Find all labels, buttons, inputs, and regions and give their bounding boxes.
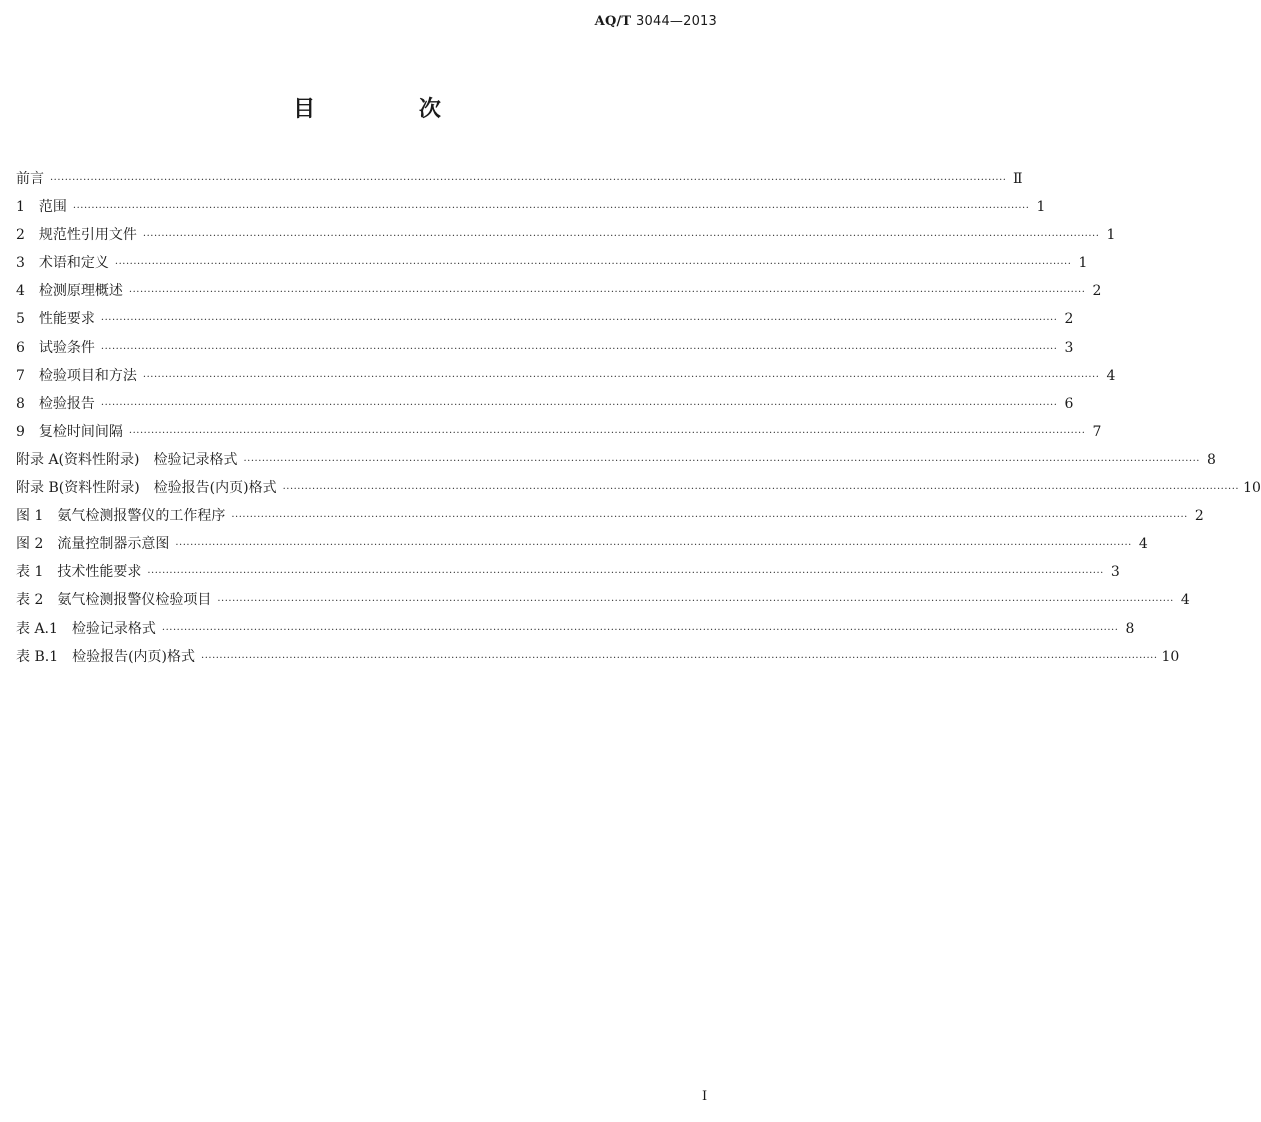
toc-dot-leader: ···································································································································································································································································· <box>175 540 1132 552</box>
toc-entry-label: 2 规范性引用文件 <box>16 227 137 244</box>
toc-entry-label: 9 复检时间间隔 <box>16 423 123 440</box>
toc-entry-page: 3 <box>1064 339 1074 356</box>
toc-dot-leader: ···································································································································································································································································· <box>100 315 1058 327</box>
toc-entry-label: 6 试验条件 <box>16 339 95 356</box>
toc-dot-leader: ···································································································································································································································································· <box>100 343 1058 355</box>
toc-entry-page: 3 <box>1110 564 1120 581</box>
toc-entry-label: 表 A.1 检验记录格式 <box>16 620 156 637</box>
toc-dot-leader: ···································································································································································································································································· <box>243 455 1200 467</box>
toc-dot-leader: ···································································································································································································································································· <box>147 568 1104 580</box>
toc-dot-leader: ···································································································································································································································································· <box>142 231 1100 243</box>
toc-entry-label: 表 2 氨气检测报警仪检验项目 <box>16 592 212 609</box>
toc-entry-label: 附录 B(资料性附录) 检验报告(内页)格式 <box>16 480 277 497</box>
toc-entry-label: 图 1 氨气检测报警仪的工作程序 <box>16 508 226 525</box>
toc-entry-page: 6 <box>1064 395 1074 412</box>
toc-entry-page: 8 <box>1207 451 1216 468</box>
toc-dot-leader: ···································································································································································································································································· <box>128 427 1086 439</box>
toc-dot-leader: ···································································································································································································································································· <box>201 652 1158 664</box>
toc-entry-label: 7 检验项目和方法 <box>16 367 137 384</box>
page-title: 目 次 <box>293 96 489 122</box>
toc-entry[interactable] <box>16 418 1102 446</box>
toc-entry-page: 2 <box>1092 283 1102 300</box>
toc-entry-label: 1 范围 <box>16 199 67 216</box>
toc-entry-page: 4 <box>1138 536 1148 553</box>
toc-entry-page: 10 <box>1161 648 1180 665</box>
toc-entry[interactable] <box>16 586 1190 614</box>
standard-number <box>595 14 717 29</box>
toc-entry[interactable] <box>16 530 1148 558</box>
table-of-contents <box>16 165 1261 671</box>
toc-dot-leader: ···································································································································································································································································· <box>114 259 1072 271</box>
toc-entry[interactable] <box>16 334 1074 362</box>
toc-entry-page: 2 <box>1064 311 1074 328</box>
toc-entry-label: 5 性能要求 <box>16 311 95 328</box>
toc-entry[interactable] <box>16 277 1102 305</box>
toc-entry[interactable] <box>16 474 1261 502</box>
toc-dot-leader: ···································································································································································································································································· <box>142 371 1100 383</box>
toc-entry[interactable] <box>16 390 1074 418</box>
toc-entry-label: 前言 <box>16 171 44 187</box>
toc-dot-leader: ···································································································································································································································································· <box>217 596 1174 608</box>
toc-dot-leader: ···································································································································································································································································· <box>231 512 1188 524</box>
toc-entry[interactable] <box>16 193 1046 221</box>
toc-entry[interactable] <box>16 221 1116 249</box>
toc-entry[interactable] <box>16 165 1023 193</box>
toc-entry-page: 1 <box>1078 255 1088 272</box>
standard-code: AQ/T <box>594 14 632 29</box>
toc-dot-leader: ···································································································································································································································································· <box>72 203 1030 215</box>
toc-dot-leader: ···································································································································································································································································· <box>128 287 1086 299</box>
toc-entry-label: 3 术语和定义 <box>16 255 109 272</box>
toc-dot-leader: ···································································································································································································································································· <box>161 624 1119 636</box>
toc-entry[interactable] <box>16 558 1120 586</box>
standard-year: 3044—2013 <box>636 14 717 29</box>
toc-entry-page: 2 <box>1194 508 1204 525</box>
toc-entry[interactable] <box>16 305 1074 333</box>
toc-entry-page: Ⅱ <box>1012 171 1023 187</box>
toc-entry-label: 表 B.1 检验报告(内页)格式 <box>16 648 196 665</box>
toc-entry[interactable] <box>16 446 1216 474</box>
toc-entry-label: 4 检测原理概述 <box>16 283 123 300</box>
toc-entry-page: 4 <box>1106 367 1116 384</box>
page-number: Ⅰ <box>702 1089 708 1104</box>
toc-entry-page: 10 <box>1243 480 1261 497</box>
toc-entry[interactable] <box>16 502 1204 530</box>
toc-entry[interactable] <box>16 615 1135 643</box>
toc-entry-label: 附录 A(资料性附录) 检验记录格式 <box>16 451 238 468</box>
toc-dot-leader: ···································································································································································································································································· <box>50 175 1007 186</box>
toc-entry[interactable] <box>16 249 1088 277</box>
toc-entry-page: 7 <box>1092 423 1102 440</box>
toc-entry-page: 4 <box>1180 592 1190 609</box>
toc-dot-leader: ···································································································································································································································································· <box>100 399 1058 411</box>
toc-entry-page: 1 <box>1036 199 1046 216</box>
toc-entry-page: 1 <box>1106 227 1116 244</box>
toc-dot-leader: ···································································································································································································································································· <box>282 484 1240 496</box>
toc-entry-label: 表 1 技术性能要求 <box>16 564 142 581</box>
toc-entry-page: 8 <box>1125 620 1135 637</box>
toc-entry-label: 8 检验报告 <box>16 395 95 412</box>
toc-entry-label: 图 2 流量控制器示意图 <box>16 536 170 553</box>
toc-entry[interactable] <box>16 643 1180 671</box>
toc-entry[interactable] <box>16 362 1116 390</box>
